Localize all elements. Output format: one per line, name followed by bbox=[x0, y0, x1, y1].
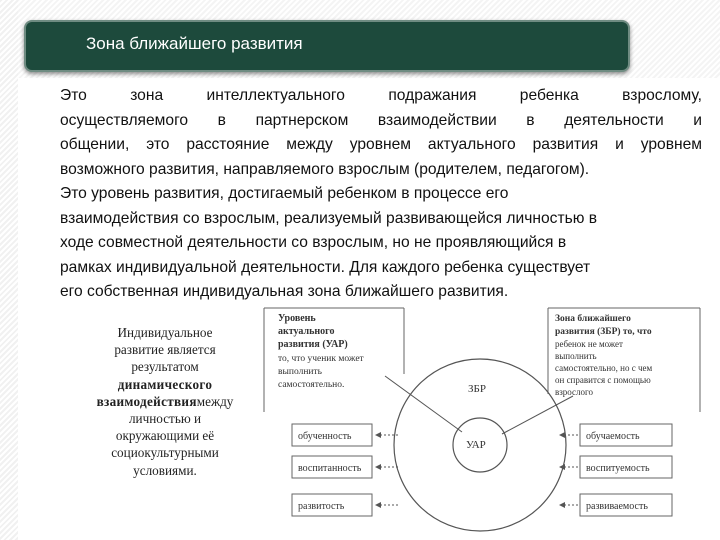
body-line: Это уровень развития, достигаемый ребенком в процессе его bbox=[60, 185, 509, 202]
uar-desc-line: развития (УАР) bbox=[278, 339, 348, 350]
uar-desc-line: Уровень bbox=[278, 313, 316, 324]
uar-circle-label: УАР bbox=[466, 439, 486, 451]
zbr-desc-line: выполнить bbox=[555, 351, 597, 361]
uar-desc-line: актуального bbox=[278, 326, 335, 337]
note-line: личностью и bbox=[128, 411, 202, 427]
slide-title: Зона ближайшего развития bbox=[86, 34, 303, 53]
note-line: условиями. bbox=[133, 462, 197, 478]
zbr-desc-line: Зона ближайшего bbox=[555, 314, 631, 324]
uar-desc-line: самостоятельно. bbox=[278, 380, 345, 390]
note-line-bold: динамического bbox=[117, 376, 213, 392]
zbr-circle-label: ЗБР bbox=[468, 383, 486, 395]
zbr-desc-line: ребенок не может bbox=[555, 339, 623, 349]
right-label-obuchaemost: обучаемость bbox=[586, 431, 640, 442]
body-line: возможного развития, направляемого взрослым (родителем, педагогом). bbox=[60, 160, 590, 178]
zbr-desc-line: самостоятельно, но с чем bbox=[555, 363, 653, 373]
right-labels bbox=[580, 424, 672, 516]
body-line: взаимодействия со взрослым, реализуемый развивающейся личностью в bbox=[60, 209, 598, 227]
left-arrows bbox=[376, 435, 398, 505]
note-line: Индивидуальное bbox=[117, 325, 213, 340]
left-label-razvitost: развитость bbox=[298, 501, 345, 512]
note-line: развитие является bbox=[114, 342, 216, 358]
body-line: ходе совместной деятельности со взрослым, но не проявляющийся в bbox=[60, 234, 567, 251]
uar-desc-line: то, что ученик может bbox=[278, 354, 364, 364]
body-line: его собственная индивидуальная зона ближайшего развития. bbox=[60, 283, 509, 300]
body-line: осуществляемого в партнерском взаимодействии в деятельности и bbox=[60, 111, 702, 129]
right-label-razvivaemost: развиваемость bbox=[586, 501, 648, 512]
body-line: Это зона интеллектуального подражания ребенка взрослому, bbox=[60, 87, 702, 104]
note-line: социокультурными bbox=[111, 445, 219, 461]
zbr-desc-line: развития (ЗБР) то, что bbox=[555, 327, 652, 337]
zbr-desc-line: он справится с помощью bbox=[555, 375, 651, 385]
note-word: между bbox=[196, 393, 234, 409]
note-bold-word: взаимодействия bbox=[96, 393, 197, 409]
uar-description bbox=[278, 313, 365, 390]
right-label-vospituemost: воспитуемость bbox=[586, 463, 650, 474]
left-label-vospitannost: воспитанность bbox=[298, 463, 362, 474]
body-line: общении, это расстояние между уровнем актуального развития и уровнем bbox=[60, 136, 702, 153]
left-label-obuchennost: обученность bbox=[298, 431, 352, 442]
zbr-pointer-line bbox=[502, 396, 573, 434]
note-line: результатом bbox=[131, 359, 199, 375]
uar-desc-line: выполнить bbox=[278, 367, 322, 377]
body-line: рамках индивидуальной деятельности. Для каждого ребенка существует bbox=[60, 258, 591, 276]
left-labels bbox=[292, 424, 372, 516]
zbr-desc-line: взрослого bbox=[555, 387, 593, 397]
note-line: окружающими её bbox=[115, 428, 215, 444]
zbr-description bbox=[555, 313, 652, 397]
